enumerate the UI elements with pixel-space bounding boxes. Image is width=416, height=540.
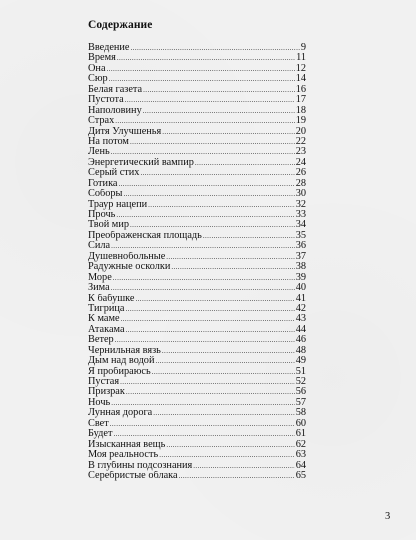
dot-leader [193,461,294,471]
toc-entry-page: 36 [295,241,306,252]
page-number: 3 [385,511,391,522]
dot-leader [143,106,295,116]
toc-entry-page: 62 [295,439,306,450]
dot-leader [110,419,295,429]
toc-entry-title: Преображенская площадь [88,230,202,241]
toc-entry-title: Ветер [88,335,114,346]
toc-entry [88,116,306,126]
toc-entry-title: Введение [88,43,130,53]
toc-entry-title: Лень [88,147,110,158]
toc-entry-title: Ночь [88,397,111,408]
dot-leader [125,95,295,105]
toc-entry [88,429,306,439]
toc-entry-page: 58 [295,408,306,419]
table-of-contents [88,43,306,481]
dot-leader [179,471,295,481]
toc-entry-page: 16 [295,84,306,95]
dot-leader [126,387,295,397]
toc-entry-title: На потом [88,136,129,147]
toc-entry [88,106,306,116]
toc-entry-title: Моя реальность [88,450,159,461]
toc-entry-title: Лунная дорога [88,408,153,419]
toc-entry-page: 26 [295,168,306,179]
dot-leader [148,200,295,210]
toc-heading: Содержание [88,19,153,31]
toc-entry [88,210,306,220]
toc-entry-page: 24 [295,157,306,168]
toc-entry-title: Сила [88,241,111,252]
dot-leader [126,304,295,314]
dot-leader [116,210,294,220]
toc-entry-title: Она [88,63,106,74]
toc-entry-title: Энергетический вампир [88,157,194,168]
toc-entry-title: Время [88,53,116,64]
toc-entry-page: 20 [295,126,306,137]
toc-entry [88,398,306,408]
dot-leader [153,408,294,418]
toc-entry-page: 11 [296,53,306,64]
toc-entry-title: Твой мир [88,220,129,231]
toc-entry [88,356,306,366]
dot-leader [109,74,295,84]
toc-entry-page: 61 [295,429,306,440]
toc-entry [88,127,306,137]
toc-entry-title: Свет [88,418,109,429]
toc-entry-title: Тигрица [88,303,125,314]
toc-entry [88,252,306,262]
toc-entry-page: 17 [295,95,306,106]
toc-entry-title: Страх [88,116,115,127]
toc-entry [88,440,306,450]
toc-entry [88,64,306,74]
dot-leader [121,314,295,324]
dot-leader [130,137,295,147]
toc-entry [88,273,306,283]
toc-entry-page: 18 [295,105,306,116]
toc-entry-title: Сюр [88,74,108,85]
toc-entry-page: 64 [295,460,306,471]
toc-entry [88,189,306,199]
toc-entry [88,137,306,147]
dot-leader [120,377,295,387]
toc-entry-page: 35 [295,230,306,241]
toc-entry-title: Серебристые облака [88,470,178,481]
toc-entry-title: Наполовину [88,105,142,116]
dot-leader [140,168,294,178]
toc-entry-title: Я пробираюсь [88,366,151,377]
dot-leader [203,231,295,241]
toc-entry-page: 40 [295,283,306,294]
dot-leader [130,220,295,230]
toc-entry-page: 37 [295,251,306,262]
toc-entry-title: Серый стих [88,168,140,179]
toc-entry-title: Белая газета [88,84,143,95]
dot-leader [107,64,295,74]
toc-entry [88,294,306,304]
toc-entry-title: Чернильная вязь [88,345,161,356]
toc-entry-page: 23 [295,147,306,158]
dot-leader [159,450,295,460]
toc-entry-page: 57 [295,397,306,408]
toc-entry-page: 51 [295,366,306,377]
toc-entry-page: 9 [300,43,306,53]
toc-entry-title: К бабушке [88,293,135,304]
dot-leader [152,367,295,377]
dot-leader [123,189,294,199]
toc-entry [88,450,306,460]
toc-entry-page: 34 [295,220,306,231]
toc-entry-page: 28 [295,178,306,189]
toc-entry-page: 30 [295,189,306,200]
dot-leader [111,241,295,251]
dot-leader [119,179,295,189]
toc-entry-page: 14 [295,74,306,85]
dot-leader [162,346,295,356]
toc-entry-title: Атакама [88,324,125,335]
toc-entry-title: Радужные осколки [88,262,171,273]
toc-entry-page: 39 [295,272,306,283]
dot-leader [113,273,295,283]
dot-leader [136,294,295,304]
toc-entry-page: 38 [295,262,306,273]
toc-entry-title: Дитя Улучшенья [88,126,162,137]
toc-entry [88,231,306,241]
dot-leader [111,283,295,293]
toc-entry-page: 33 [295,210,306,220]
toc-entry [88,200,306,210]
toc-entry [88,408,306,418]
toc-entry [88,74,306,84]
toc-entry-page: 48 [295,345,306,356]
toc-entry-page: 42 [295,303,306,314]
toc-entry [88,43,306,53]
toc-entry-page: 41 [295,293,306,304]
toc-entry-title: Траур нацепи [88,199,148,210]
toc-entry-title: К маме [88,314,120,325]
toc-entry-title: Призрак [88,387,125,398]
dot-leader [117,53,295,63]
dot-leader [115,116,294,126]
toc-entry-page: 44 [295,324,306,335]
toc-entry [88,346,306,356]
toc-entry-page: 32 [295,199,306,210]
toc-entry-title: Дым над водой [88,356,155,367]
toc-entry-title: Пустота [88,95,124,106]
toc-entry [88,377,306,387]
toc-entry [88,158,306,168]
toc-entry [88,325,306,335]
toc-entry-page: 43 [295,314,306,325]
toc-entry [88,335,306,345]
dot-leader [131,43,300,53]
dot-leader [115,335,295,345]
toc-entry-title: Будет [88,429,113,440]
dot-leader [113,429,294,439]
toc-entry [88,220,306,230]
toc-entry-page: 60 [295,418,306,429]
toc-entry [88,461,306,471]
toc-entry-title: Прочь [88,210,116,220]
dot-leader [111,398,295,408]
toc-entry [88,179,306,189]
toc-entry-title: Соборы [88,189,123,200]
dot-leader [171,262,294,272]
toc-entry [88,283,306,293]
dot-leader [166,440,294,450]
toc-entry [88,147,306,157]
dot-leader [166,252,294,262]
toc-entry-title: Готика [88,178,118,189]
dot-leader [143,85,295,95]
toc-entry-page: 63 [295,450,306,461]
toc-entry [88,304,306,314]
dot-leader [155,356,294,366]
toc-entry-title: Изысканная вещь [88,439,166,450]
dot-leader [162,127,294,137]
toc-entry-title: Море [88,272,112,283]
toc-entry-page: 56 [295,387,306,398]
toc-entry [88,85,306,95]
toc-entry [88,367,306,377]
toc-entry [88,314,306,324]
toc-entry-page: 46 [295,335,306,346]
toc-entry [88,387,306,397]
dot-leader [111,147,295,157]
toc-entry [88,95,306,105]
toc-entry-page: 19 [295,116,306,127]
toc-entry [88,241,306,251]
toc-entry [88,168,306,178]
toc-entry [88,419,306,429]
toc-entry-page: 22 [295,136,306,147]
toc-entry [88,471,306,481]
toc-entry-title: Душевнобольные [88,251,166,262]
toc-entry-page: 49 [295,356,306,367]
dot-leader [195,158,295,168]
toc-entry-page: 65 [295,470,306,481]
toc-entry [88,262,306,272]
toc-entry-title: В глубины подсознания [88,460,193,471]
toc-entry-title: Зима [88,283,110,294]
toc-entry-page: 52 [295,377,306,387]
toc-entry-page: 12 [295,63,306,74]
toc-entry [88,53,306,63]
toc-entry-title: Пустая [88,377,120,387]
dot-leader [126,325,295,335]
